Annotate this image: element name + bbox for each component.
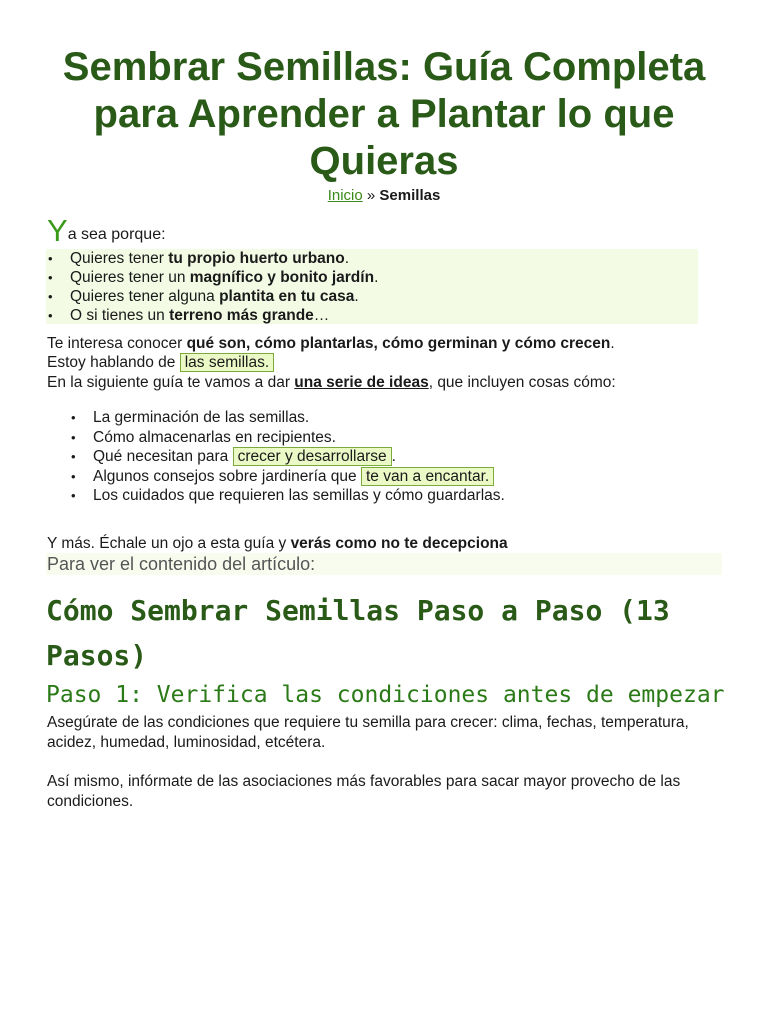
topics-list — [69, 408, 505, 506]
highlight-grow: crecer y desarrollarse — [233, 447, 392, 466]
page-title: Sembrar Semillas: Guía Completa para Aprender a Plantar lo que Quieras — [62, 45, 706, 183]
list-item: • Cómo almacenarlas en recipientes. — [69, 428, 505, 448]
step1-paragraph-2: Así mismo, infórmate de las asociaciones más favorables para sacar mayor provecho de las condiciones. — [47, 773, 681, 810]
highlight-seeds: las semillas. — [180, 353, 274, 372]
toc-label[interactable]: Para ver el contenido del artículo: — [47, 554, 316, 574]
list-item: • Quieres tener un magnífico y bonito jardín. — [46, 268, 698, 287]
list-item: • O si tienes un terreno más grande… — [46, 306, 698, 325]
intro-line — [47, 213, 166, 248]
step1-heading: Paso 1: Verifica las condiciones antes de empezar — [46, 682, 725, 708]
underlined-ideas: una serie de ideas — [294, 374, 429, 391]
breadcrumb-current: Semillas — [379, 187, 441, 204]
list-item: • Los cuidados que requieren las semillas y cómo guardarlas. — [69, 486, 505, 506]
more-paragraph: Y más. Échale un ojo a esta guía y verás como no te decepciona — [47, 535, 508, 552]
list-item: • Algunos consejos sobre jardinería que te van a encantar. — [69, 467, 505, 487]
breadcrumb — [0, 187, 768, 205]
step1-paragraph-1: Asegúrate de las condiciones que requiere tu semilla para crecer: clima, fechas, temperatura, acidez, humedad, luminosidad, etcétera. — [47, 714, 689, 751]
highlight-love: te van a encantar. — [361, 467, 494, 486]
talking-paragraph: Estoy hablando de las semillas. — [47, 353, 727, 373]
section-heading: Cómo Sembrar Semillas Paso a Paso (13 Pasos) — [46, 594, 670, 672]
intro-text: a sea porque: — [67, 226, 166, 243]
breadcrumb-home-link[interactable]: Inicio — [327, 187, 363, 204]
list-item: • Quieres tener tu propio huerto urbano. — [46, 249, 698, 268]
drop-cap: Y — [47, 213, 68, 248]
reasons-list — [46, 249, 698, 324]
breadcrumb-separator: » — [362, 187, 380, 204]
interest-paragraph: Te interesa conocer qué son, cómo plantarlas, cómo germinan y cómo crecen. — [47, 335, 615, 352]
list-item: • Qué necesitan para crecer y desarrollarse . — [69, 447, 505, 467]
guide-paragraph: En la siguiente guía te vamos a dar una serie de ideas, que incluyen cosas cómo: — [47, 374, 616, 391]
list-item: • Quieres tener alguna plantita en tu casa. — [46, 287, 698, 306]
list-item: • La germinación de las semillas. — [69, 408, 505, 428]
